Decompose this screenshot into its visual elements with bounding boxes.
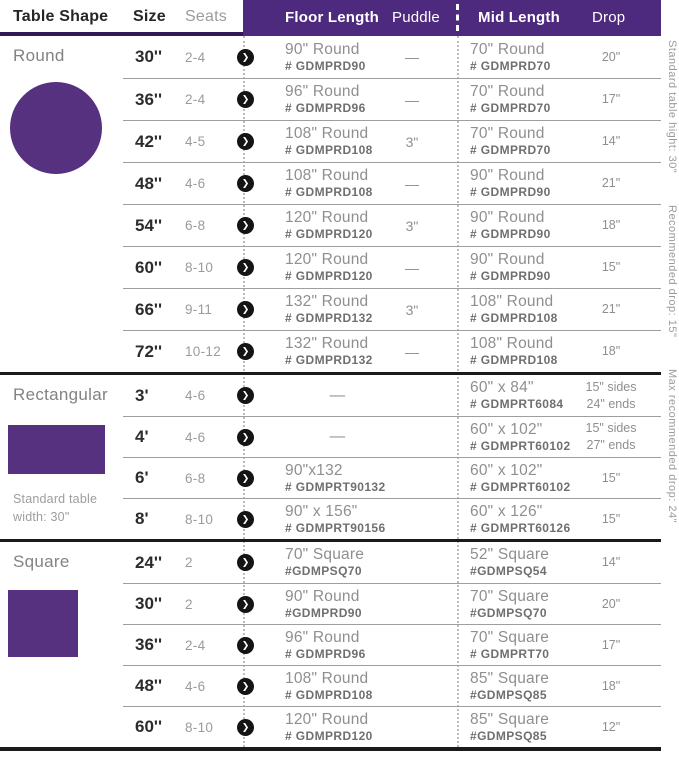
mid-length-item-number: # GDMPRD70 [470,101,551,116]
floor-length-cell [258,386,390,405]
arrow-cell [232,429,258,446]
drop-cell [575,175,661,192]
chevron-right-circle-icon: ❯ [237,554,254,571]
seats-cell: 8-10 [185,260,214,275]
drop-value: 17" [601,92,621,107]
puddle-cell: — [405,49,419,65]
seats-cell: 2 [185,555,193,570]
floor-length-item-number: # GDMPRD90 [285,58,366,73]
floor-length-cell [258,502,390,537]
drop-value: 21" [601,302,621,317]
chevron-right-circle-icon: ❯ [237,133,254,150]
table-row [123,375,661,416]
mid-length-cell [458,461,575,496]
seats-cell: 2-4 [185,49,206,65]
seats-cell: 2 [185,596,193,612]
drop-cell [575,596,661,613]
chevron-right-circle-icon: ❯ [237,175,254,192]
floor-length-cell [258,628,390,663]
mid-length-value: 60" x 126" [470,502,543,520]
round-shape-icon [10,82,102,174]
drop-value-line2: 24" ends [586,396,636,411]
drop-value: 18" [601,678,621,693]
floor-length-value: 90" Round [285,40,360,58]
mid-length-item-number: #GDMPSQ54 [470,564,547,579]
floor-length-cell [258,166,390,201]
size-cell: 60'' [135,257,162,277]
size-cell: 66'' [135,299,162,319]
seats-cell: 2-4 [185,92,206,107]
mid-length-cell [458,669,575,704]
mid-length-item-number: # GDMPRT6084 [470,397,564,412]
drop-cell [575,554,661,571]
arrow-cell [232,217,258,234]
arrow-cell [232,554,258,571]
side-notes-vertical-text [666,40,678,551]
arrow-cell [232,49,258,66]
floor-length-item-number: # GDMPRD96 [285,101,366,116]
table-row [123,457,661,498]
floor-length-value: 132" Round [285,293,369,311]
drop-value: 17" [601,637,621,652]
drop-value: 21" [601,176,621,191]
drop-cell [575,49,661,66]
column-header-drop: Drop [592,9,626,26]
mid-length-item-number: # GDMPRD70 [470,143,551,158]
drop-value: 15" [601,260,621,275]
drop-value: 15" sides [585,379,637,394]
mid-length-value: 85" Square [470,710,550,728]
mid-length-value: 60" x 102" [470,420,543,438]
mid-length-item-number: # GDMPRD90 [470,227,551,242]
floor-length-value: 90"x132 [285,461,343,479]
puddle-cell: 3" [405,301,419,318]
floor-length-value: 90" Round [285,587,360,605]
chevron-right-circle-icon: ❯ [237,719,254,736]
puddle-cell: — [405,91,419,108]
header-dashed-divider [456,4,459,31]
mid-length-value: 90" Round [470,209,545,227]
table-row [123,416,661,457]
seats-cell: 6-8 [185,218,206,233]
drop-value: 18" [601,344,621,359]
floor-length-cell [258,250,390,285]
drop-cell [575,678,661,695]
size-cell: 4' [135,427,149,446]
mid-length-cell [458,545,575,580]
drop-value-line2: 27" ends [586,438,636,452]
mid-length-value: 70" Round [470,40,545,58]
chevron-right-circle-icon: ❯ [237,91,254,108]
drop-value: 18" [601,218,621,233]
chevron-right-circle-icon: ❯ [237,678,254,695]
arrow-cell [232,343,258,360]
mid-length-cell [458,710,575,745]
chevron-right-circle-icon: ❯ [237,49,254,66]
header-underline [0,32,243,36]
floor-length-item-number: # GDMPRD120 [285,728,373,743]
size-cell: 6' [135,468,149,487]
floor-length-item-number: # GDMPRD96 [285,646,366,661]
floor-length-item-number: # GDMPRD132 [285,353,373,368]
seats-cell: 10-12 [185,344,222,359]
mid-length-item-number: # GDMPRT70 [470,646,550,661]
floor-length-cell [258,82,390,117]
floor-length-value: 108" Round [285,669,369,687]
mid-length-value: 60" x 102" [470,461,543,479]
chevron-right-circle-icon: ❯ [237,637,254,654]
size-cell: 36'' [135,89,162,109]
chevron-right-circle-icon: ❯ [237,511,254,528]
section-square [0,539,661,747]
mid-length-item-number: # GDMPRD70 [470,58,551,73]
floor-length-value: 120" Round [285,209,369,227]
mid-length-cell [458,124,575,159]
arrow-cell [232,175,258,192]
floor-length-cell [258,710,390,745]
seats-cell: 4-6 [185,176,206,191]
chevron-right-circle-icon: ❯ [237,217,254,234]
mid-length-value: 70" Square [470,587,550,605]
seats-cell: 4-6 [185,678,206,694]
drop-cell [575,301,661,318]
square-shape-icon [8,590,78,657]
floor-length-value: 96" Round [285,83,360,101]
table-row [123,706,661,747]
column-header-seats: Seats [185,8,227,25]
table-row [123,583,661,624]
seats-cell: 9-11 [185,302,213,317]
table-row [123,78,661,120]
floor-length-item-number: #GDMPSQ70 [285,564,362,579]
rows-square [123,542,661,747]
chevron-right-circle-icon: ❯ [237,429,254,446]
mid-length-item-number: #GDMPSQ70 [470,605,547,620]
mid-length-cell [458,628,575,663]
mid-length-item-number: # GDMPRD108 [470,311,558,326]
mid-length-cell [458,587,575,622]
drop-value: 15" [601,470,621,485]
size-cell: 36'' [135,635,162,654]
arrow-cell [232,259,258,276]
column-header-size: Size [133,8,166,25]
drop-value: 12" [601,719,621,734]
floor-length-item-number: # GDMPRT90156 [285,520,386,535]
section-label: Square [13,552,70,571]
mid-length-item-number: #GDMPSQ85 [470,687,547,702]
floor-length-value: 120" Round [285,710,369,728]
size-cell: 48'' [135,173,162,193]
arrow-cell [232,719,258,736]
floor-length-cell [258,208,390,243]
drop-value: 20" [601,49,621,64]
floor-length-value: 70" Square [285,546,365,564]
size-cell: 3' [135,385,149,405]
seats-cell: 4-5 [185,134,206,149]
mid-length-value: 90" Round [470,167,545,185]
chevron-right-circle-icon: ❯ [237,596,254,613]
shape-column-round [0,36,123,372]
table-width-caption: Standard table width: 30" [13,492,98,525]
arrow-cell [232,470,258,487]
size-cell: 54'' [135,215,162,235]
drop-value: 15" sides [585,421,637,436]
floor-length-item-number: # GDMPRD120 [285,227,373,242]
column-header-mid-length: Mid Length [478,9,560,26]
floor-length-cell [258,292,390,327]
floor-length-item-number: # GDMPRD120 [285,269,373,284]
drop-cell [575,259,661,276]
chart-header [0,0,661,36]
column-header-puddle: Puddle [392,9,440,26]
chevron-right-circle-icon: ❯ [237,343,254,360]
puddle-cell: — [405,343,419,360]
mid-length-item-number: # GDMPRD108 [470,353,558,368]
mid-length-cell [458,334,575,369]
floor-length-cell [258,545,390,580]
floor-length-cell [258,427,390,446]
table-row [123,246,661,288]
size-cell: 48'' [135,676,162,695]
drop-value: 14" [601,555,621,570]
arrow-cell [232,637,258,654]
puddle-cell: — [405,259,419,276]
note-max-recommended-drop: Max recommended drop: 24" [666,368,678,523]
floor-length-cell [258,461,390,496]
arrow-cell [232,596,258,613]
mid-length-item-number: # GDMPRT60102 [470,438,571,453]
drop-cell [575,133,661,150]
mid-length-value: 70" Square [470,628,550,646]
table-row [123,498,661,539]
mid-length-value: 60" x 84" [470,379,534,397]
drop-cell [575,719,661,736]
seats-cell: 2-4 [185,637,206,653]
drop-value: 15" [601,511,621,526]
mid-length-cell [458,40,575,75]
column-header-floor-length: Floor Length [285,9,380,26]
mid-length-cell [458,250,575,285]
mid-length-value: 85" Square [470,669,550,687]
mid-length-cell [458,82,575,117]
floor-length-value: 108" Round [285,167,369,185]
floor-length-item-number: # GDMPRD132 [285,311,373,326]
floor-length-value: 108" Round [285,125,369,143]
arrow-cell [232,511,258,528]
floor-length-item-number: # GDMPRT90132 [285,479,386,494]
column-header-table-shape: Table Shape [13,8,109,25]
table-row [123,288,661,330]
mid-length-value: 70" Round [470,125,545,143]
table-row [123,542,661,583]
table-row [123,665,661,706]
mid-length-cell [458,378,575,413]
table-row [123,330,661,372]
drop-cell [575,637,661,654]
drop-cell [575,470,661,487]
mid-length-item-number: # GDMPRD90 [470,269,551,284]
table-row [123,204,661,246]
arrow-cell [232,301,258,318]
table-row [123,36,661,78]
floor-length-item-number: # GDMPRD108 [285,687,373,702]
chevron-right-circle-icon: ❯ [237,301,254,318]
size-cell: 42'' [135,131,162,151]
floor-length-value: 96" Round [285,628,360,646]
mid-length-cell [458,166,575,201]
table-row [123,624,661,665]
mid-length-item-number: # GDMPRT60126 [470,520,571,535]
section-label: Rectangular [13,385,108,404]
floor-length-value: 120" Round [285,251,369,269]
arrow-cell [232,678,258,695]
size-cell: 72'' [135,341,162,361]
rows-rectangular [123,375,661,539]
floor-length-cell [258,334,390,369]
note-standard-table-height: Standard table hight: 30" [666,40,678,174]
arrow-cell [232,91,258,108]
header-purple-band [243,0,661,36]
mid-length-cell [458,502,575,537]
floor-length-cell [258,124,390,159]
seats-cell: 6-8 [185,470,206,486]
mid-length-item-number: # GDMPRT60102 [470,479,571,494]
section-round [0,36,661,372]
table-row [123,120,661,162]
drop-cell [575,420,661,454]
mid-length-cell [458,208,575,243]
floor-length-value: — [329,428,346,446]
drop-value: 20" [601,596,621,611]
seats-cell: 8-10 [185,719,214,735]
table-row [123,162,661,204]
floor-length-cell [258,587,390,622]
rows-round [123,36,661,372]
floor-length-value: 132" Round [285,335,369,353]
rectangle-shape-icon [8,425,105,474]
section-rectangular [0,372,661,539]
mid-length-cell [458,292,575,327]
seats-cell: 4-6 [185,388,206,403]
puddle-cell: 3" [405,133,419,150]
puddle-cell: — [405,175,419,192]
section-label: Round [13,46,65,65]
floor-length-item-number: # GDMPRD108 [285,185,373,200]
puddle-cell: 3" [405,217,419,234]
chevron-right-circle-icon: ❯ [237,470,254,487]
seats-cell: 4-6 [185,429,206,445]
bottom-border [0,747,661,751]
drop-value: 14" [601,134,621,149]
drop-cell [575,511,661,528]
arrow-cell [232,387,258,404]
floor-length-value: 90" x 156" [285,502,358,520]
mid-length-cell [458,420,575,455]
mid-length-item-number: #GDMPSQ85 [470,728,547,743]
drop-cell [575,217,661,234]
mid-length-value: 108" Round [470,335,554,353]
mid-length-item-number: # GDMPRD90 [470,185,551,200]
floor-length-cell [258,669,390,704]
arrow-cell [232,133,258,150]
note-recommended-drop: Recommended drop: 15" [666,204,678,338]
drop-cell [575,379,661,413]
mid-length-value: 90" Round [470,251,545,269]
drop-cell [575,91,661,108]
floor-length-item-number: #GDMPRD90 [285,605,362,620]
mid-length-value: 70" Round [470,83,545,101]
floor-length-value: — [329,386,346,404]
chevron-right-circle-icon: ❯ [237,259,254,276]
seats-cell: 8-10 [185,511,214,527]
size-cell: 60'' [135,717,162,736]
shape-column-rectangular [0,375,123,539]
size-cell: 24'' [135,552,162,572]
chevron-right-circle-icon: ❯ [237,387,254,404]
floor-length-cell [258,40,390,75]
floor-length-item-number: # GDMPRD108 [285,143,373,158]
size-cell: 8' [135,509,149,528]
mid-length-value: 108" Round [470,293,554,311]
size-cell: 30'' [135,594,162,613]
shape-column-square [0,542,123,747]
size-cell: 30'' [135,47,162,66]
drop-cell [575,343,661,360]
mid-length-value: 52" Square [470,546,550,564]
